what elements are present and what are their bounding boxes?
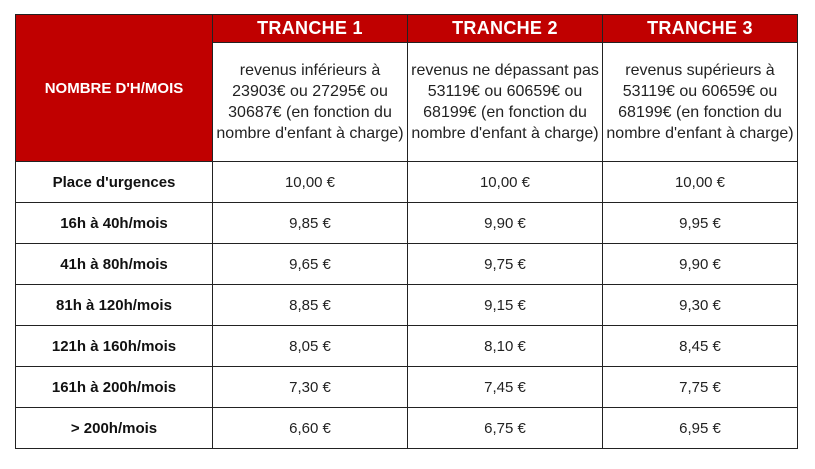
row-label: 161h à 200h/mois <box>16 367 213 408</box>
row-label: 81h à 120h/mois <box>16 285 213 326</box>
price-cell: 7,45 € <box>408 367 603 408</box>
price-cell: 10,00 € <box>408 162 603 203</box>
price-cell: 10,00 € <box>603 162 798 203</box>
row-label: > 200h/mois <box>16 408 213 449</box>
price-cell: 9,30 € <box>603 285 798 326</box>
table-row <box>16 367 798 408</box>
price-cell: 6,95 € <box>603 408 798 449</box>
table-row <box>16 408 798 449</box>
table-row <box>16 162 798 203</box>
price-cell: 10,00 € <box>213 162 408 203</box>
price-cell: 9,65 € <box>213 244 408 285</box>
tranche-2-description: revenus ne dépassant pas 53119€ ou 60659€ ou 68199€ (en fonction du nombre d'enfant à charge) <box>408 43 603 162</box>
price-cell: 6,75 € <box>408 408 603 449</box>
price-cell: 9,75 € <box>408 244 603 285</box>
tranche-1-header: TRANCHE 1 <box>213 15 408 43</box>
price-cell: 6,60 € <box>213 408 408 449</box>
row-label: 121h à 160h/mois <box>16 326 213 367</box>
price-cell: 7,75 € <box>603 367 798 408</box>
price-cell: 9,15 € <box>408 285 603 326</box>
tranche-2-header: TRANCHE 2 <box>408 15 603 43</box>
price-cell: 9,90 € <box>603 244 798 285</box>
price-cell: 7,30 € <box>213 367 408 408</box>
table-row <box>16 285 798 326</box>
price-cell: 9,90 € <box>408 203 603 244</box>
tranche-1-description: revenus inférieurs à 23903€ ou 27295€ ou 30687€ (en fonction du nombre d'enfant à charge) <box>213 43 408 162</box>
price-cell: 8,10 € <box>408 326 603 367</box>
price-cell: 8,45 € <box>603 326 798 367</box>
tranche-3-description: revenus supérieurs à 53119€ ou 60659€ ou 68199€ (en fonction du nombre d'enfant à charge) <box>603 43 798 162</box>
price-cell: 8,05 € <box>213 326 408 367</box>
row-label: 41h à 80h/mois <box>16 244 213 285</box>
row-label: 16h à 40h/mois <box>16 203 213 244</box>
header-row-titles <box>16 15 798 43</box>
table-row <box>16 326 798 367</box>
table-row <box>16 203 798 244</box>
price-cell: 9,85 € <box>213 203 408 244</box>
table-row <box>16 244 798 285</box>
row-label: Place d'urgences <box>16 162 213 203</box>
corner-header-hours-per-month: NOMBRE D'H/MOIS <box>16 15 213 162</box>
price-cell: 9,95 € <box>603 203 798 244</box>
price-cell: 8,85 € <box>213 285 408 326</box>
tranche-3-header: TRANCHE 3 <box>603 15 798 43</box>
tarifs-table <box>15 14 798 449</box>
